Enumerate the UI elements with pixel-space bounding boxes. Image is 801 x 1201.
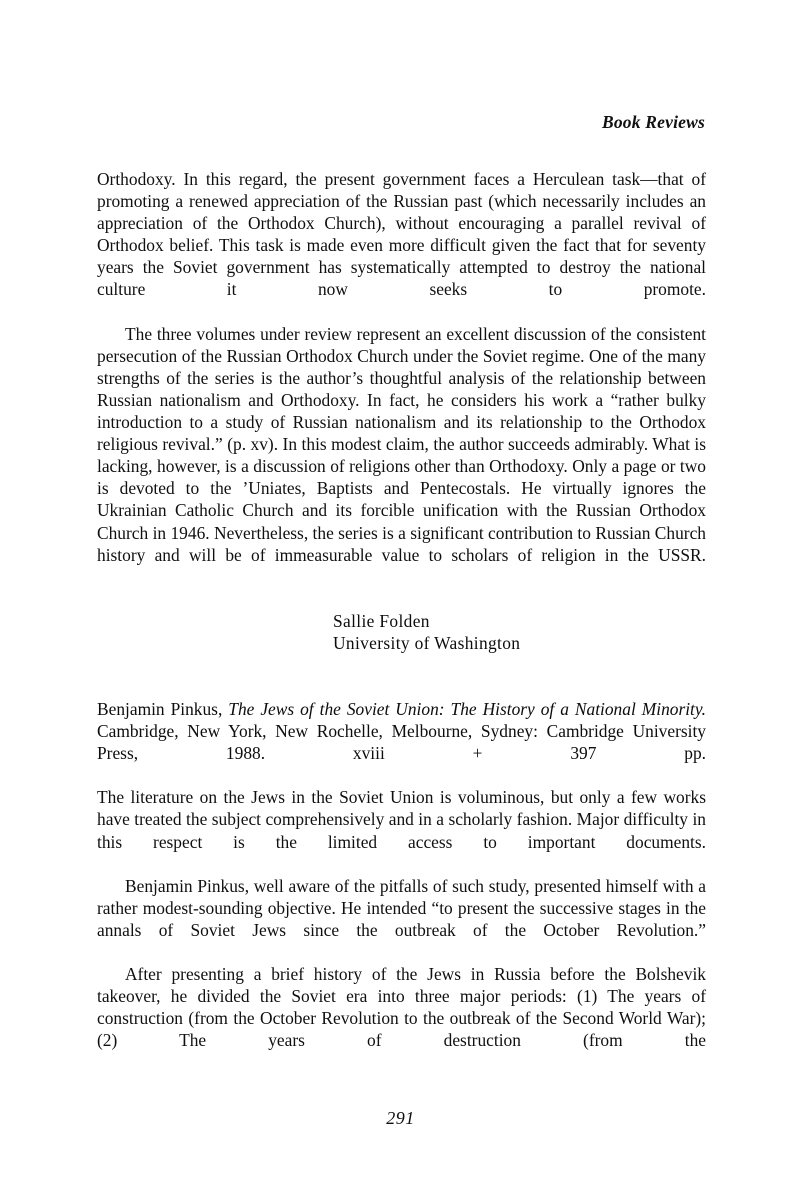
paragraph-review-one-2: The three volumes under review represent an excellent discussion of the consistent persecution of the Russian Orthodox Church under the Soviet regime. One of the many strengths of the series is the author’s thoughtful analysis of the relationship between Russian nationalism and Orthodoxy. In fact, he considers his work a “rather bulky introduction to a study of Russian nationalism and its relationship to the Orthodox religious revival.” (p. xv). In this modest claim, the author succeeds admirably. What is lacking, however, is a discussion of religions other than Orthodoxy. Only a page or two is devoted to the ʼUniates, Baptists and Pentecostals. He virtually ignores the Ukrainian Catholic Church and its forcible unification with the Russian Orthodox Church in 1946. Nevertheless, the series is a significant contribution to Russian Church history and will be of immeasurable value to scholars of religion in the USSR. bbox=[97, 323, 706, 565]
reviewer-signature bbox=[97, 610, 706, 654]
citation-title: The Jews of the Soviet Union: The History of a National Minority. bbox=[228, 698, 706, 719]
running-header: Book Reviews bbox=[601, 112, 705, 132]
text-column bbox=[97, 168, 706, 1074]
page-number: 291 bbox=[386, 1108, 415, 1128]
paragraph-review-two-1: The literature on the Jews in the Soviet Union is voluminous, but only a few works have treated the subject comprehensively and in a scholarly fashion. Major difficulty in this respect is the limited access to important documents. bbox=[97, 787, 706, 852]
reviewer-affiliation: University of Washington bbox=[333, 632, 521, 653]
paragraph-review-one-1: Orthodoxy. In this regard, the present government faces a Herculean task—that of promoting a renewed appreciation of the Russian past (which necessarily includes an appreciation of the Orthodox Church), without encouraging a parallel revival of Orthodox belief. This task is made even more difficult given the fact that for seventy years the Soviet government has systematically attempted to destroy the national culture it now seeks to promote. bbox=[97, 169, 706, 300]
citation-imprint: Cambridge, New York, New Rochelle, Melbourne, Sydney: Cambridge University Press, 1988. xviii + 397 pp. bbox=[97, 721, 706, 764]
paragraph-review-two-3: After presenting a brief history of the Jews in Russia before the Bolshevik takeover, he divided the Soviet era into three major periods: (1) The years of construction (from the October Revolution to the outbreak of the Second World War); (2) The years of destruction (from the bbox=[97, 964, 706, 1051]
citation-author: Benjamin Pinkus, bbox=[97, 698, 229, 719]
paragraph-review-two-2: Benjamin Pinkus, well aware of the pitfalls of such study, presented himself with a rather modest-sounding objective. He intended “to present the successive stages in the annals of Soviet Jews since the outbreak of the October Revolution.” bbox=[97, 875, 706, 940]
book-citation bbox=[97, 698, 706, 786]
reviewer-name: Sallie Folden bbox=[333, 610, 430, 631]
